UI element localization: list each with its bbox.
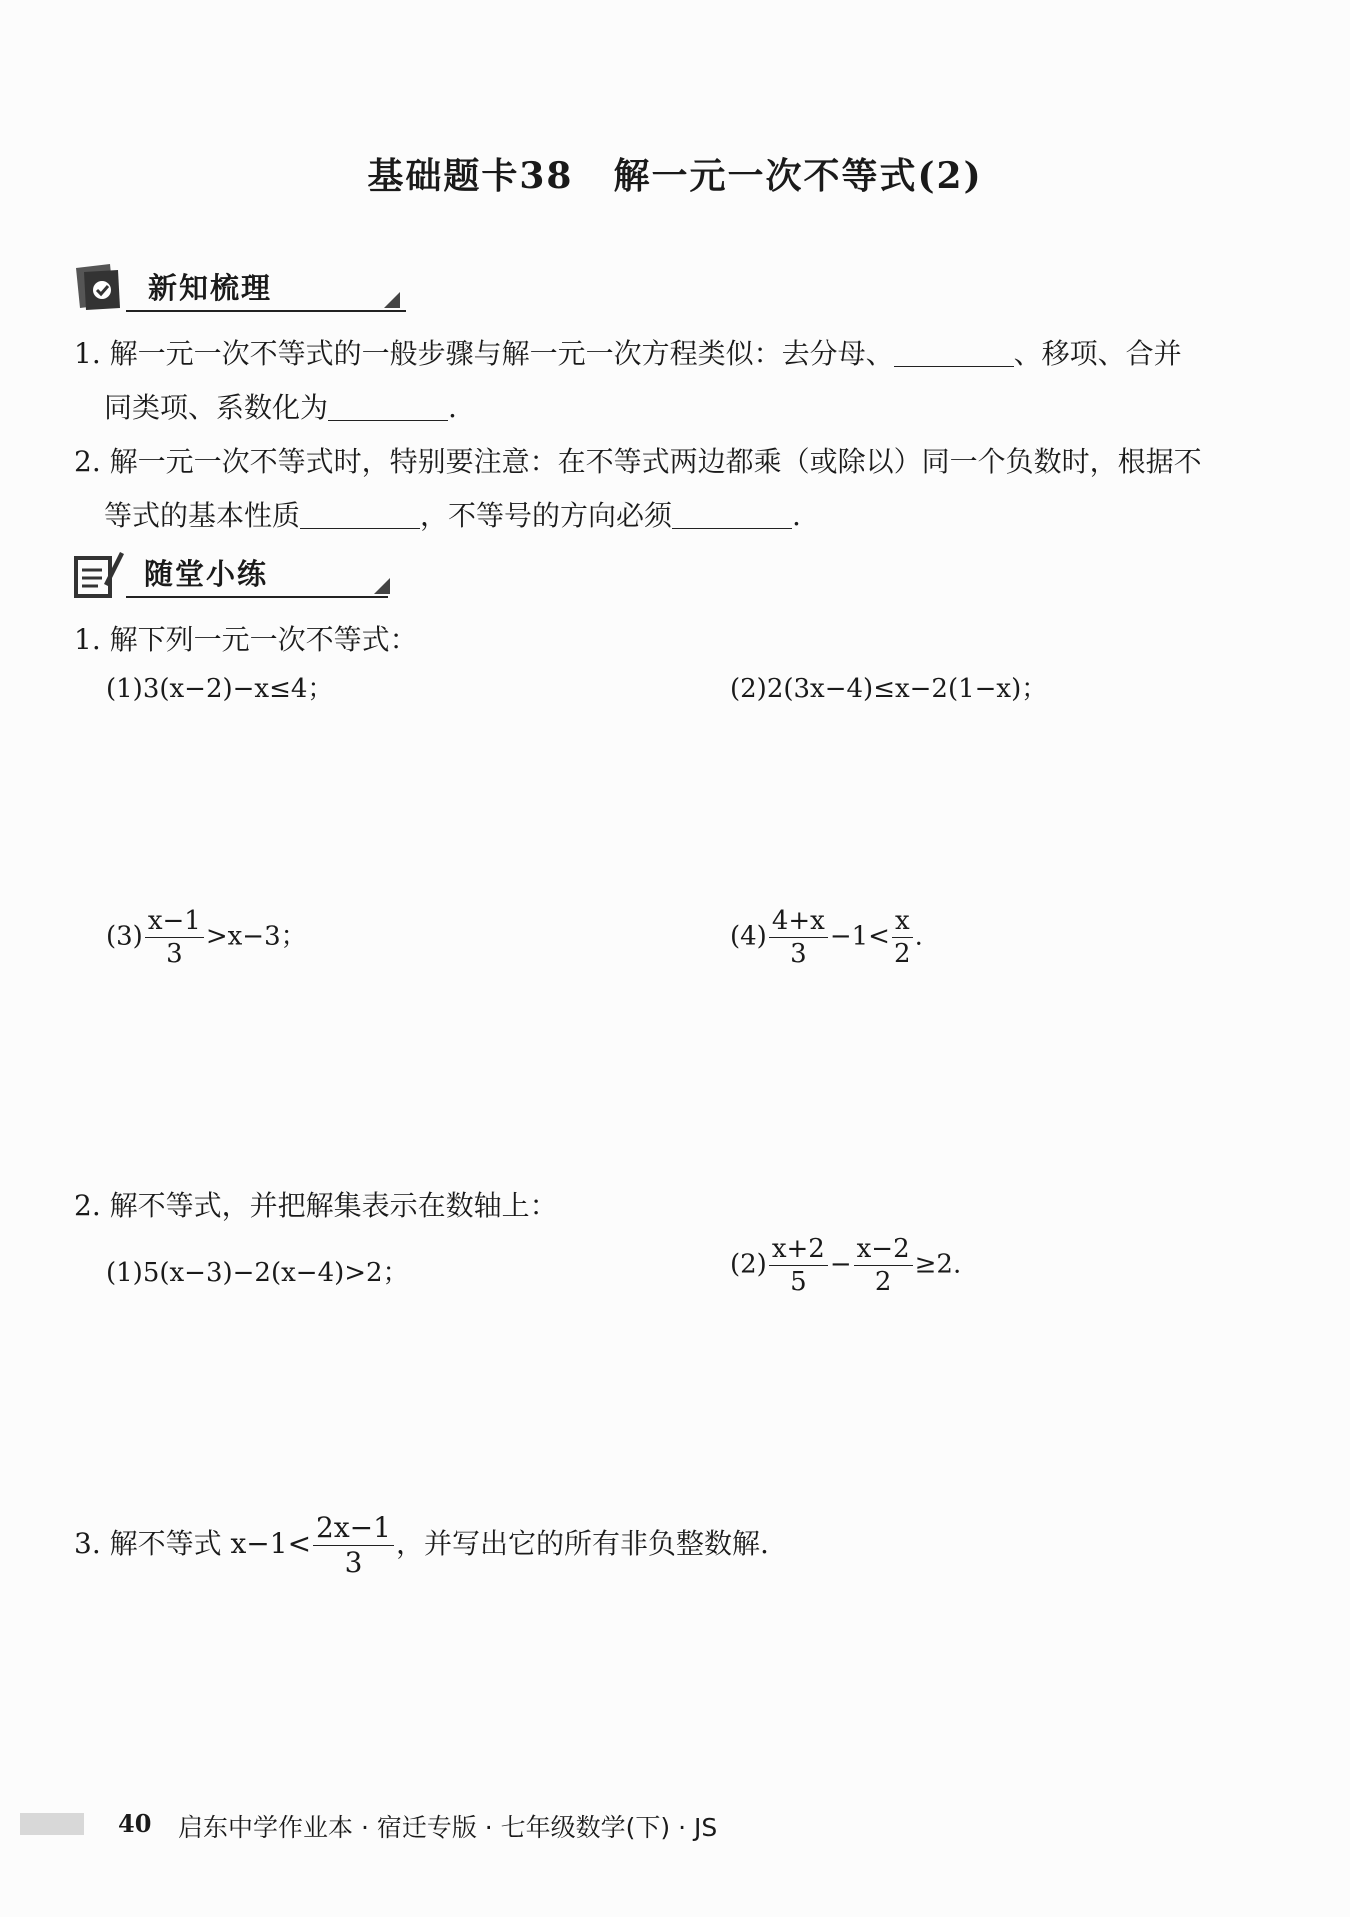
question-1-stem: 1. 解下列一元一次不等式： <box>74 623 418 656</box>
question-1-part-4: (4) $\frac{4+x}{3}$ −1< $\frac{x}{2}$ . <box>730 906 923 969</box>
section-label: 新知梳理 <box>148 271 273 305</box>
answer-blank[interactable] <box>328 394 448 421</box>
fraction: $\frac{x+2}{5}$ <box>769 1236 828 1295</box>
page-footer <box>0 1805 1350 1845</box>
section-header-new-knowledge <box>70 260 340 316</box>
knowledge-item-2-line-2: 等式的基本性质 ，不等号的方向必须 . <box>104 499 801 532</box>
title-topic: 解一元一次不等式(2) <box>613 155 983 197</box>
page-title <box>0 148 1350 199</box>
section-header-class-practice <box>70 546 330 602</box>
question-1-part-1: (1)3(x−2)−x≤4； <box>106 674 334 704</box>
fraction: $\frac{x-2}{2}$ <box>854 1236 913 1295</box>
section-underline <box>126 310 406 312</box>
footer-bar <box>20 1813 84 1835</box>
question-2-part-1: (1)5(x−3)−2(x−4)>2； <box>106 1258 409 1288</box>
title-card-number: 基础题卡38 <box>367 155 574 197</box>
knowledge-item-1-line-1: 1. 解一元一次不等式的一般步骤与解一元一次方程类似：去分母、 、移项、合并 <box>74 337 1182 370</box>
answer-blank[interactable] <box>894 340 1014 367</box>
question-1-part-2: (2)2(3x−4)≤x−2(1−x)； <box>730 674 1048 704</box>
question-1-part-3: (3) $\frac{x-1}{3}$ >x−3； <box>106 906 307 969</box>
footer-book-title: 启东中学作业本 · 宿迁专版 · 七年级数学(下) · JS <box>178 1813 718 1842</box>
fraction: $\frac{x-1}{3}$ <box>145 908 204 967</box>
question-3: 3. 解不等式 x−1< $\frac{2x-1}{3}$ ，并写出它的所有非负整数解. <box>74 1511 769 1579</box>
question-2-stem: 2. 解不等式，并把解集表示在数轴上： <box>74 1189 558 1222</box>
page-number: 40 <box>118 1809 152 1838</box>
knowledge-book-icon <box>70 260 126 316</box>
section-label: 随堂小练 <box>144 557 269 591</box>
section-underline <box>126 596 388 598</box>
answer-blank[interactable] <box>300 502 420 529</box>
fraction: $\frac{2x-1}{3}$ <box>313 1514 394 1577</box>
corner-triangle-icon <box>384 292 400 308</box>
answer-blank[interactable] <box>672 502 792 529</box>
knowledge-item-1-line-2: 同类项、系数化为 . <box>104 391 457 424</box>
corner-triangle-icon <box>374 578 390 594</box>
fraction: $\frac{4+x}{3}$ <box>769 908 828 967</box>
knowledge-item-2-line-1: 2. 解一元一次不等式时，特别要注意：在不等式两边都乘（或除以）同一个负数时，根据不 <box>74 445 1202 478</box>
notebook-pencil-icon <box>70 546 126 602</box>
question-2-part-2: (2) $\frac{x+2}{5}$ − $\frac{x-2}{2}$ ≥2. <box>730 1234 962 1297</box>
fraction: $\frac{x}{2}$ <box>892 908 913 967</box>
